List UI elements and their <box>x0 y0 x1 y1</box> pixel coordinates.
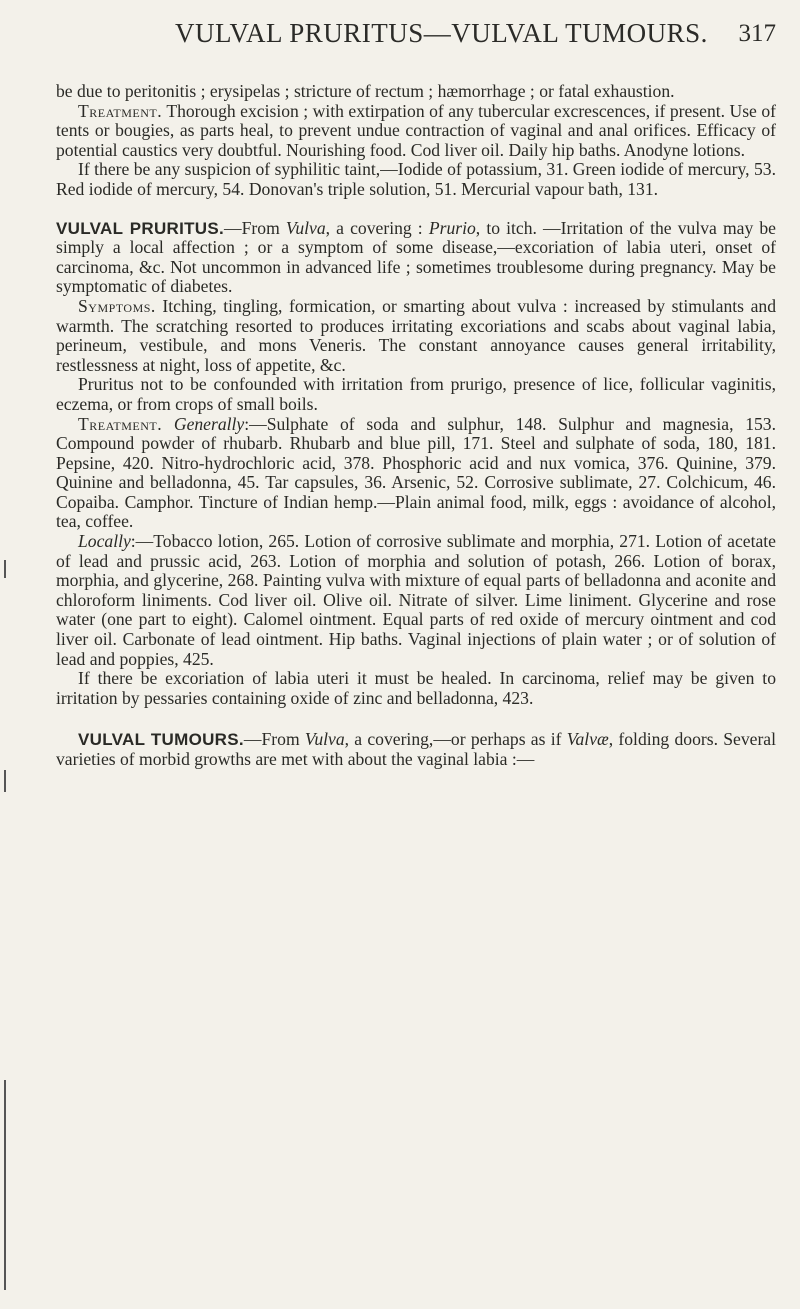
generally-label: Generally <box>173 413 245 434</box>
tumours-text: , folding doors. Several varieties of morbid growths are met with about the vaginal labia :— <box>56 729 776 769</box>
paragraph-excoriation: If there be excoriation of labia uteri it must be healed. In carcinoma, relief may be given to irritation by pessaries containing oxide of zinc and belladonna, 423. <box>56 668 776 708</box>
page-header <box>0 18 800 58</box>
body-text <box>56 82 776 770</box>
section-heading-pruritus: VULVAL PRURITUS. <box>56 218 225 238</box>
paragraph-syphilitic: If there be any suspicion of syphilitic taint,—Iodide of potassium, 31. Green iodide of mercury, 53. Red iodide of mercury, 54. Donovan's triple solution, 51. Mercurial vapour bath, 131. <box>56 159 776 199</box>
pruritus-term: Prurio <box>428 217 476 238</box>
tumours-term: Vulva <box>304 729 345 750</box>
paragraph-differential: Pruritus not to be confounded with irritation from prurigo, presence of lice, follicular vaginitis, eczema, or from crops of small boils. <box>56 374 776 414</box>
running-head: VULVAL PRURITUS—VULVAL TUMOURS. <box>175 18 708 48</box>
generally-text: :—Sulphate of soda and sulphur, 148. Sulphur and magnesia, 153. Compound powder of rhubarb. Rhubarb and blue pill, 171. Steel and sulphate of soda, 180, 181. Pepsine, 420. Nitro-hydrochloric acid, 378. Phosphoric acid and nux vomica, 376. Quinine, 379. Quinine and belladonna, 45. Tar capsules, 36. Arsenic, 52. Corrosive sublimate, 27. Colchicum, 46. Copaiba. Camphor. Tincture of Indian hemp.—Plain animal food, milk, eggs : avoidance of alcohol, tea, coffee. <box>56 413 776 532</box>
pruritus-text: —From <box>224 217 286 238</box>
section-heading-tumours: VULVAL TUMOURS. <box>78 730 244 750</box>
paragraph-symptoms <box>56 297 776 375</box>
symptoms-label: Symptoms. <box>78 295 156 316</box>
tumours-text: —From <box>243 729 305 750</box>
tumours-text: , a covering,—or perhaps as if <box>344 729 567 750</box>
pruritus-term: Vulva <box>285 217 326 238</box>
treatment-label: Treatment. <box>78 100 163 121</box>
treatment-text: Thorough excision ; with extirpation of any tubercular excrescences, if present. Use of tents or bougies, as parts heal, to prevent undue contraction of vaginal and anal orifices. Efficacy of potential caustics very doubtful. Nourishing food. Cod liver oil. Daily hip baths. Anodyne lotions. <box>56 100 776 160</box>
locally-text: :—Tobacco lotion, 265. Lotion of corrosive sublimate and morphia, 271. Lotion of acetate of lead and prussic acid, 263. Lotion of morphia and solution of potash, 266. Lotion of borax, morphia, and glycerine, 268. Painting vulva with mixture of equal parts of belladonna and aconite and chloroform liniments. Cod liver oil. Olive oil. Nitrate of silver. Lime liniment. Glycerine and rose water (one part to eight). Calomel ointment. Equal parts of red oxide of mercury ointment and cod liver oil. Carbonate of lead ointment. Hip baths. Vaginal injections of plain water ; or of solution of lead and poppies, 425. <box>56 531 776 669</box>
paragraph-pruritus <box>56 219 776 297</box>
paragraph-treatment-general <box>56 415 776 533</box>
symptoms-text: Itching, tingling, formication, or smarting about vulva : increased by stimulants and warmth. The scratching resorted to produces irritating excoriations and scabs about vaginal labia, perineum, vestibule, and mons Veneris. The constant annoyance causes general irritability, restlessness at night, loss of appetite, &c. <box>56 295 776 375</box>
paragraph-treatment <box>56 102 776 161</box>
pruritus-text: , a covering : <box>325 217 429 238</box>
pruritus-text: , to itch. —Irritation of the vulva may be simply a local affection ; or a symptom of some disease,—excoriation of labia uteri, onset of carcinoma, &c. Not uncommon in advanced life ; sometimes troublesome during pregnancy. May be symptomatic of diabetes. <box>56 217 776 297</box>
margin-mark <box>4 560 6 578</box>
margin-rule <box>4 1080 6 1290</box>
paragraph-tumours <box>56 730 776 769</box>
treatment-label: Treatment. <box>78 413 163 434</box>
page-number: 317 <box>738 20 776 47</box>
margin-mark <box>4 770 6 792</box>
paragraph-treatment-local <box>56 532 776 669</box>
locally-label: Locally <box>78 531 131 552</box>
tumours-term: Valvæ <box>566 729 609 750</box>
paragraph-fistula-outcome: be due to peritonitis ; erysipelas ; stricture of rectum ; hæmorrhage ; or fatal exhaustion. <box>56 81 675 101</box>
